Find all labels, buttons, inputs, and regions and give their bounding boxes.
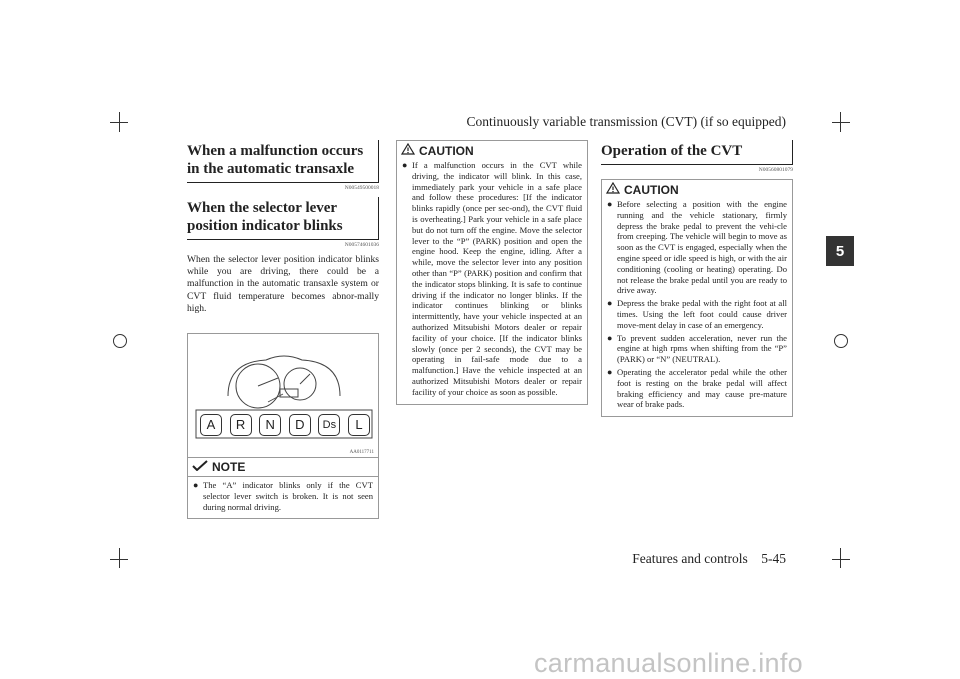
body-paragraph: When the selector lever position indicator blinks while you are driving, there could be a malfunction in the automatic transaxle system or CVT fluid temperature becomes abnor-mally high. xyxy=(187,254,379,314)
reference-code: N00574601036 xyxy=(344,242,379,248)
section-heading xyxy=(601,140,793,165)
crop-mark xyxy=(832,122,850,123)
watermark: carmanualsonline.info xyxy=(534,648,803,678)
note-header xyxy=(188,458,378,477)
reference-code: N00560801079 xyxy=(758,167,793,173)
indicator-letter: L xyxy=(348,414,370,436)
warning-triangle-icon xyxy=(401,143,415,158)
list-item xyxy=(607,333,787,365)
list-item-text: Before selecting a position with the engine running and the vehicle stationary, firmly depress the brake pedal to prevent the vehi-cle from creeping. The vehicle will begin to move as soon as the CVT is engaged, especially when the engine speed or idle speed is high, or with the air conditioning (cooling or heating) operating. Do not release the brake pedal until you are ready to drive away. xyxy=(617,199,787,296)
page-number: 5-45 xyxy=(761,551,786,566)
indicator-letter: D xyxy=(289,414,311,436)
indicator-letters xyxy=(200,414,370,436)
crop-mark xyxy=(840,548,841,568)
bullet-icon: ● xyxy=(607,332,613,343)
list-item xyxy=(607,199,787,296)
crop-mark xyxy=(119,548,120,568)
registration-mark-left xyxy=(113,334,127,348)
list-item-text: To prevent sudden acceleration, never run the engine at high rpms when shifting from the “P” (PARK) or “N” (NEUTRAL). xyxy=(617,332,787,365)
bullet-icon: ● xyxy=(193,480,199,491)
warning-triangle-icon xyxy=(606,182,620,197)
instrument-cluster-illustration xyxy=(188,334,378,455)
right-column xyxy=(601,140,793,417)
figure-id: AA0117711 xyxy=(349,450,374,456)
footer-section: Features and controls xyxy=(632,551,748,566)
caution-box xyxy=(601,179,793,417)
caution-title: CAUTION xyxy=(419,143,474,158)
list-item-text: If a malfunction occurs in the CVT while driving, the indicator will blink. In this case, immediately park your vehicle in a safe place and follow these procedures: [If the indicator blinks rapidly (once per sec-ond), the CVT fluid is overheating.] Park your vehicle in a safe place but do not turn off the engine. Move the selector lever to the “P” (PARK) position and open the engine hood. Keep the engine, idling. After a while, move the selector lever into any position other than “P” (PARK) position and confirm that the indicator stops blinking. It is safe to continue driving if the indicator no longer blinks. If the indicator continues blinking or blinks intermittently, have your vehicle inspected at an authorized Mitsubishi Motors dealer or repair facility of your choice. [If the indicator blinks slowly (once per 2 seconds), the CVT may be operating in fail-safe mode due to a malfunction.] Have the vehicle inspected at an authorized Mitsubishi Motors dealer or repair facility of your choice as soon as possible. xyxy=(412,160,582,397)
caution-title: CAUTION xyxy=(624,182,679,197)
indicator-letter: Ds xyxy=(318,414,340,436)
reference-code: N00549500018 xyxy=(344,185,379,191)
list-item xyxy=(402,160,582,398)
section-heading xyxy=(187,140,379,183)
list-item-text: The “A” indicator blinks only if the CVT selector lever switch is broken. It is not seen during normal driving. xyxy=(203,480,373,512)
list-item-text: Operating the accelerator pedal while the other foot is resting on the brake pedal will affect braking efficiency and may cause pre-mature wear of brake pads. xyxy=(617,366,787,410)
subsection-heading-text: When the selector lever position indicator blinks xyxy=(187,200,343,234)
crop-mark xyxy=(832,559,850,560)
list-item xyxy=(607,298,787,330)
caution-box xyxy=(396,140,588,405)
chapter-tab: 5 xyxy=(826,236,854,266)
running-head: Continuously variable transmission (CVT) (if so equipped) xyxy=(466,114,786,129)
note-icon xyxy=(192,460,208,474)
crop-mark xyxy=(110,122,128,123)
bullet-icon: ● xyxy=(607,298,613,309)
caution-header xyxy=(602,180,792,199)
indicator-letter: N xyxy=(259,414,281,436)
registration-mark-right xyxy=(834,334,848,348)
indicator-figure xyxy=(187,333,379,458)
middle-column xyxy=(396,140,588,405)
note-title: NOTE xyxy=(212,460,246,475)
note-box xyxy=(187,458,379,519)
section-heading-text: When a malfunction occurs in the automatic transaxle xyxy=(187,143,364,177)
indicator-letter: R xyxy=(230,414,252,436)
subsection-heading xyxy=(187,197,379,240)
indicator-letter: A xyxy=(200,414,222,436)
caution-header xyxy=(397,141,587,160)
bullet-icon: ● xyxy=(607,199,613,209)
section-heading-text: Operation of the CVT xyxy=(601,143,743,159)
bullet-icon: ● xyxy=(402,160,408,170)
left-column xyxy=(187,140,379,519)
list-item xyxy=(607,367,787,410)
page-footer xyxy=(632,551,786,567)
list-item-text: Depress the brake pedal with the right foot at all times. Using the left foot could cause driver move-ment delay in case of an emergency. xyxy=(617,298,787,330)
bullet-icon: ● xyxy=(607,366,613,377)
crop-mark xyxy=(110,559,128,560)
list-item xyxy=(193,480,373,512)
